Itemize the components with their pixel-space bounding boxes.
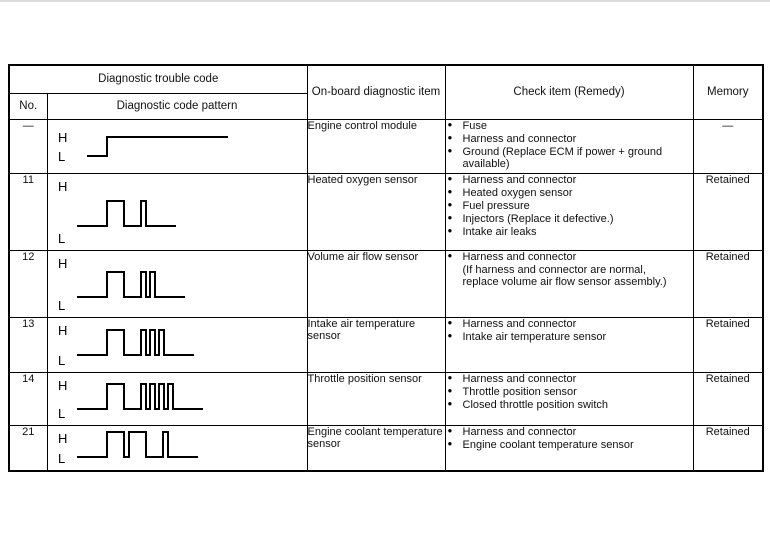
- waveform-trace: [77, 201, 176, 226]
- check-item: ● Intake air leaks: [446, 226, 668, 239]
- code-pattern-cell: [47, 250, 307, 317]
- check-list: [446, 251, 672, 289]
- onboard-item: Engine coolant temperature sensor: [307, 425, 445, 471]
- waveform-trace: [87, 137, 228, 156]
- check-item: ● Ground (Replace ECM if power + ground available): [446, 146, 668, 171]
- check-item: ● Heated oxygen sensor: [446, 187, 668, 200]
- header-onboard-diagnostic-item: On-board diagnostic item: [307, 65, 445, 119]
- header-diagnostic-trouble-code: Diagnostic trouble code: [9, 65, 307, 93]
- diagnostic-table-container: [8, 64, 764, 472]
- wave-high-label: H: [57, 322, 67, 338]
- diagnostic-trouble-code-table: [8, 64, 764, 472]
- onboard-item: Engine control module: [307, 119, 445, 173]
- check-item: ● Fuel pressure: [446, 200, 668, 213]
- wave-low-label: L: [57, 352, 65, 368]
- check-item: ● Throttle position sensor: [446, 386, 668, 399]
- check-item: ● Harness and connector: [446, 251, 668, 264]
- check-item: ● Intake air temperature sensor: [446, 331, 668, 344]
- dtc-number: 21: [9, 425, 47, 471]
- table-row: [9, 119, 763, 173]
- waveform-trace: [77, 330, 194, 355]
- dtc-number: 13: [9, 317, 47, 372]
- code-pattern-cell: [47, 425, 307, 471]
- diagnostic-code-waveform: [48, 318, 304, 372]
- header-check-item-remedy: Check item (Remedy): [445, 65, 693, 119]
- memory-value: Retained: [693, 425, 763, 471]
- diagnostic-code-waveform: [48, 174, 304, 250]
- diagnostic-code-waveform: [48, 120, 304, 173]
- waveform-trace: [77, 384, 203, 409]
- check-item: ● Closed throttle position switch: [446, 399, 668, 412]
- wave-low-label: L: [57, 450, 65, 466]
- wave-high-label: H: [57, 255, 67, 271]
- dtc-number: —: [9, 119, 47, 173]
- scan-top-edge: [0, 0, 770, 2]
- code-pattern-cell: [47, 119, 307, 173]
- dtc-number: 14: [9, 372, 47, 425]
- header-memory: Memory: [693, 65, 763, 119]
- memory-value: Retained: [693, 372, 763, 425]
- dtc-number: 12: [9, 250, 47, 317]
- memory-value: Retained: [693, 317, 763, 372]
- onboard-item: Heated oxygen sensor: [307, 173, 445, 250]
- onboard-item: Volume air flow sensor: [307, 250, 445, 317]
- check-item: ● Engine coolant temperature sensor: [446, 439, 668, 452]
- table-row: [9, 425, 763, 471]
- wave-high-label: H: [57, 129, 67, 145]
- code-pattern-cell: [47, 317, 307, 372]
- wave-low-label: L: [57, 405, 65, 421]
- check-list: [446, 120, 672, 171]
- table-header: [9, 65, 763, 119]
- check-list: [446, 174, 672, 239]
- table-row: [9, 250, 763, 317]
- check-list: [446, 318, 672, 344]
- check-item-continuation: (If harness and connector are normal, replace volume air flow sensor assembly.): [462, 263, 667, 288]
- waveform-trace: [77, 272, 185, 297]
- wave-low-label: L: [57, 148, 65, 164]
- onboard-item: Throttle position sensor: [307, 372, 445, 425]
- header-diagnostic-code-pattern: Diagnostic code pattern: [47, 93, 307, 119]
- check-item: ● Harness and connector: [446, 133, 668, 146]
- memory-value: —: [693, 119, 763, 173]
- wave-high-label: H: [57, 430, 67, 446]
- code-pattern-cell: [47, 372, 307, 425]
- diagnostic-code-waveform: [48, 426, 304, 470]
- wave-low-label: L: [57, 297, 65, 313]
- table-body: [9, 119, 763, 471]
- memory-value: Retained: [693, 173, 763, 250]
- check-list: [446, 426, 672, 452]
- table-row: [9, 372, 763, 425]
- check-item: ● Injectors (Replace it defective.): [446, 213, 668, 226]
- dtc-number: 11: [9, 173, 47, 250]
- check-item: ● Harness and connector: [446, 174, 668, 187]
- wave-low-label: L: [57, 230, 65, 246]
- table-row: [9, 173, 763, 250]
- check-list: [446, 373, 672, 412]
- code-pattern-cell: [47, 173, 307, 250]
- diagnostic-code-waveform: [48, 251, 304, 317]
- waveform-trace: [77, 432, 198, 457]
- check-item: ● Harness and connector: [446, 318, 668, 331]
- onboard-item: Intake air temperature sensor: [307, 317, 445, 372]
- check-item: ● Fuse: [446, 120, 668, 133]
- wave-high-label: H: [57, 178, 67, 194]
- wave-high-label: H: [57, 377, 67, 393]
- header-no: No.: [9, 93, 47, 119]
- table-row: [9, 317, 763, 372]
- memory-value: Retained: [693, 250, 763, 317]
- check-item: ● Harness and connector: [446, 373, 668, 386]
- diagnostic-code-waveform: [48, 373, 304, 425]
- check-item: ● Harness and connector: [446, 426, 668, 439]
